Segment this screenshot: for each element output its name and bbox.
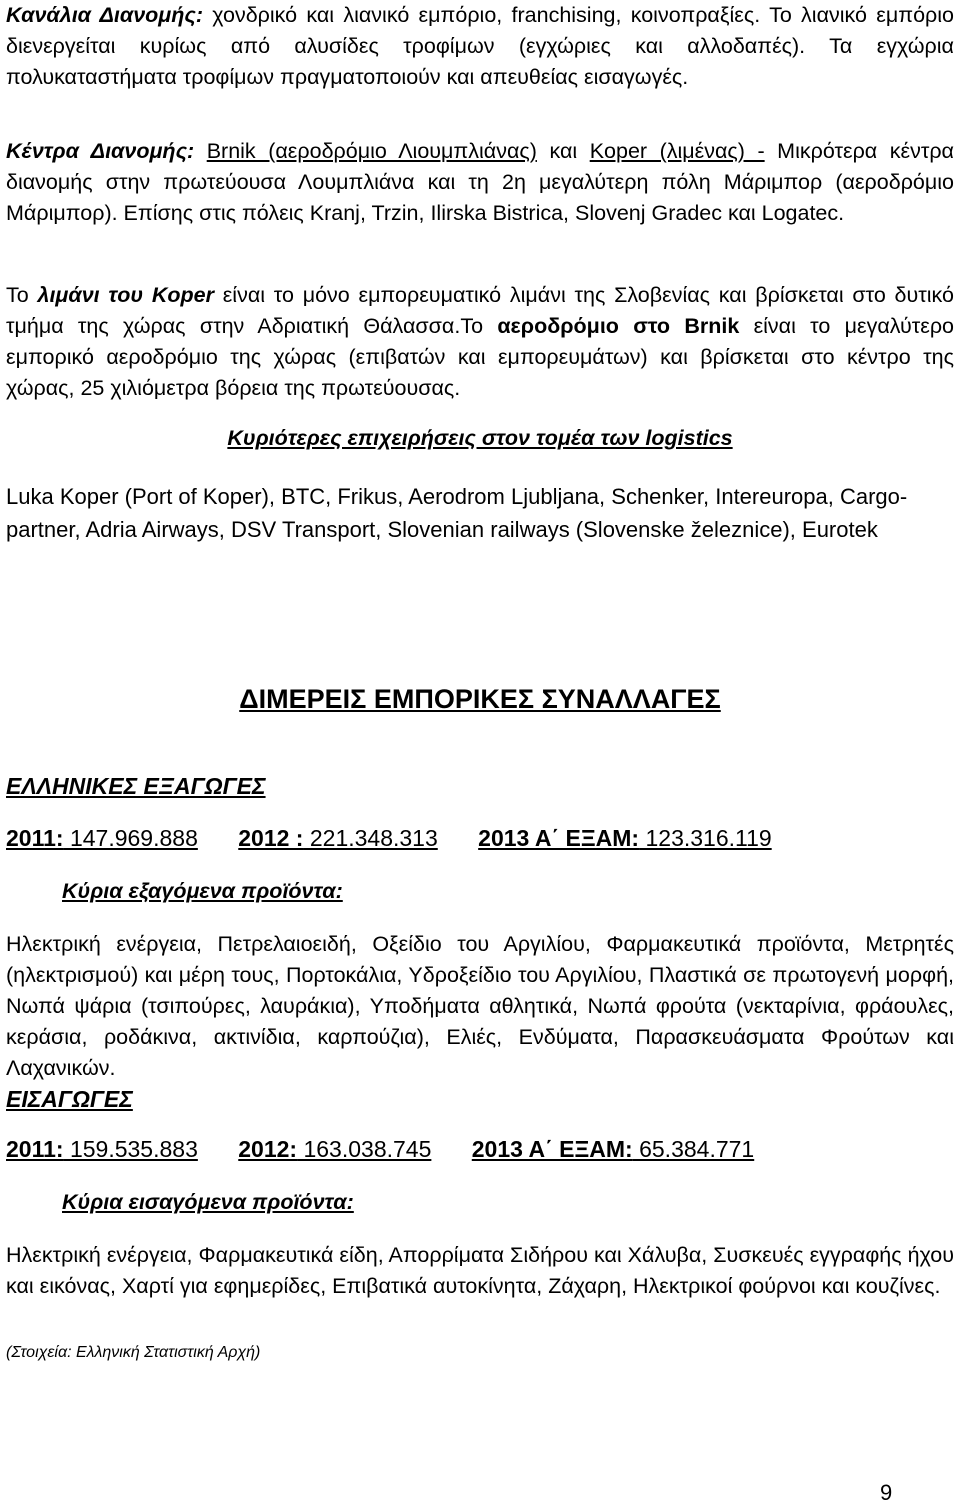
imports-products-heading <box>62 1187 662 1218</box>
exports-figures <box>6 823 806 853</box>
main-title-text: ΔΙΜΕΡΕΙΣ ΕΜΠΟΡΙΚΕΣ ΣΥΝΑΛΛΑΓΕΣ <box>239 684 721 714</box>
imports-2012-label: 2012: <box>238 1136 298 1162</box>
imports-figure-2013 <box>472 1134 754 1164</box>
exports-figure-2012 <box>238 823 438 853</box>
exports-2013-label: 2013 Α΄ ΕΞΑΜ: <box>478 825 640 851</box>
source-note: (Στοιχεία: Ελληνική Στατιστική Αρχή) <box>6 1344 261 1361</box>
exports-products-heading-text: Κύρια εξαγόμενα προϊόντα: <box>62 879 343 903</box>
distribution-channels-label: Κανάλια Διανομής: <box>6 3 204 27</box>
exports-products-heading <box>62 876 662 907</box>
imports-products-heading-text: Κύρια εισαγόμενα προϊόντα: <box>62 1190 354 1214</box>
distribution-centers-text: Μικρότερα κέντρα διανομής στην πρωτεύουσα Λουμπλιάνα και τη 2η μεγαλύτερη πόλη Μάριμπορ (αεροδρόμιο Μάριμπορ). Επίσης στις πόλεις Kranj, Trzin, Ilirska Bistrica, Slovenj Gradec και Logatec. <box>6 139 954 225</box>
exports-2011-label: 2011: <box>6 825 64 851</box>
imports-2011-label: 2011: <box>6 1136 64 1162</box>
exports-products: Ηλεκτρική ενέργεια, Πετρελαιοειδή, Οξείδιο του Αργιλίου, Φαρμακευτικά προϊόντα, Μετρητές (ηλεκτρισμού) και μέρη τους, Πορτοκάλια, Υδροξείδιο του Αργιλίου, Πλαστικά σε πρωτογενή μορφή, Νωπά ψάρια (τσιπούρες, λαυράκια), Υποδήματα αθλητικά, Νωπά φρούτα (νεκταρίνια, φράουλες, κεράσια, ροδάκινα, ακτινίδια, καρπούζια), Ελιές, Ενδύματα, Παρασκευάσματα Φρούτων και Λαχανικών. <box>6 932 954 1080</box>
imports-2013-value: 65.384.771 <box>632 1136 755 1162</box>
distribution-channels-text: χονδρικό και λιανικό εμπόριο, franchising, κοινοπραξίες. Το λιανικό εμπόριο διενεργείται κυρίως από αλυσίδες τροφίμων (εγχώριες και αλλοδαπές). Τα εγχώρια πολυκαταστήματα τροφίμων πραγματοποιούν και απευθείας εισαγωγές. <box>6 3 954 89</box>
page-number: 9 <box>880 1480 893 1505</box>
logistics-companies: Luka Koper (Port of Koper), BTC, Frikus, Aerodrom Ljubljana, Schenker, Intereuropa, Cargo-partner, Adria Airways, DSV Transport, Slovenian railways (Slovenske železnice), Eurotek <box>6 484 908 542</box>
port-text-1: Το <box>6 283 38 307</box>
imports-figures <box>6 1134 788 1164</box>
koper-port-label: λιμάνι του Koper <box>37 283 214 307</box>
exports-figure-2011 <box>6 823 198 853</box>
logistics-heading <box>6 423 954 454</box>
port-text-2: είναι το μόνο εμπορευματικό λιμάνι της Σλοβενίας και βρίσκεται στο δυτικό τμήμα της χώρας στην Αδριατική Θάλασσα.Το <box>6 283 955 338</box>
exports-heading <box>6 771 954 802</box>
exports-heading-text: ΕΛΛΗΝΙΚΕΣ ΕΞΑΓΩΓΕΣ <box>6 773 266 799</box>
imports-products: Ηλεκτρική ενέργεια, Φαρμακευτικά είδη, Απορρίματα Σιδήρου και Χάλυβα, Συσκευές εγγραφής ήχου και εικόνας, Χαρτί για εφημερίδες, Επιβατικά αυτοκίνητα, Ζάχαρη, Ηλεκτρικοί φούρνοι και κουζίνες. <box>6 1243 954 1298</box>
main-title <box>6 682 954 716</box>
imports-2013-label: 2013 Α΄ ΕΞΑΜ: <box>471 1136 633 1162</box>
exports-figure-2013 <box>478 823 772 853</box>
brnik-airport-label: αεροδρόμιο στο Brnik <box>497 314 740 338</box>
distribution-centers-label: Κέντρα Διανομής: <box>6 139 195 163</box>
logistics-heading-text: Κυριότερες επιχειρήσεις στον τομέα των logistics <box>227 426 733 450</box>
koper-link: Koper (λιμένας) - <box>589 139 765 163</box>
imports-figure-2012 <box>238 1134 431 1164</box>
port-text-3: είναι το μεγαλύτερο εμπορικό αεροδρόμιο της χώρας (επιβατών και εμπορευμάτων) και βρίσκεται στο κέντρο της χώρας, 25 χιλιόμετρα βόρεια της πρωτεύουσας. <box>6 314 955 400</box>
distribution-centers-mid: και <box>536 139 590 163</box>
exports-2012-label: 2012 : <box>238 825 304 851</box>
brnik-link: Brnik (αεροδρόμιο Λιουμπλιάνας) <box>206 139 537 163</box>
distribution-channels-paragraph <box>6 0 954 93</box>
imports-heading <box>6 1084 954 1115</box>
imports-figure-2011 <box>6 1134 198 1164</box>
exports-2013-value: 123.316.119 <box>639 825 772 851</box>
port-airport-paragraph <box>6 280 954 404</box>
exports-2011-value: 147.969.888 <box>63 825 198 851</box>
imports-heading-text: ΕΙΣΑΓΩΓΕΣ <box>6 1086 133 1112</box>
imports-2011-value: 159.535.883 <box>63 1136 198 1162</box>
distribution-centers-paragraph <box>6 136 954 229</box>
exports-2012-value: 221.348.313 <box>303 825 438 851</box>
imports-2012-value: 163.038.745 <box>297 1136 432 1162</box>
